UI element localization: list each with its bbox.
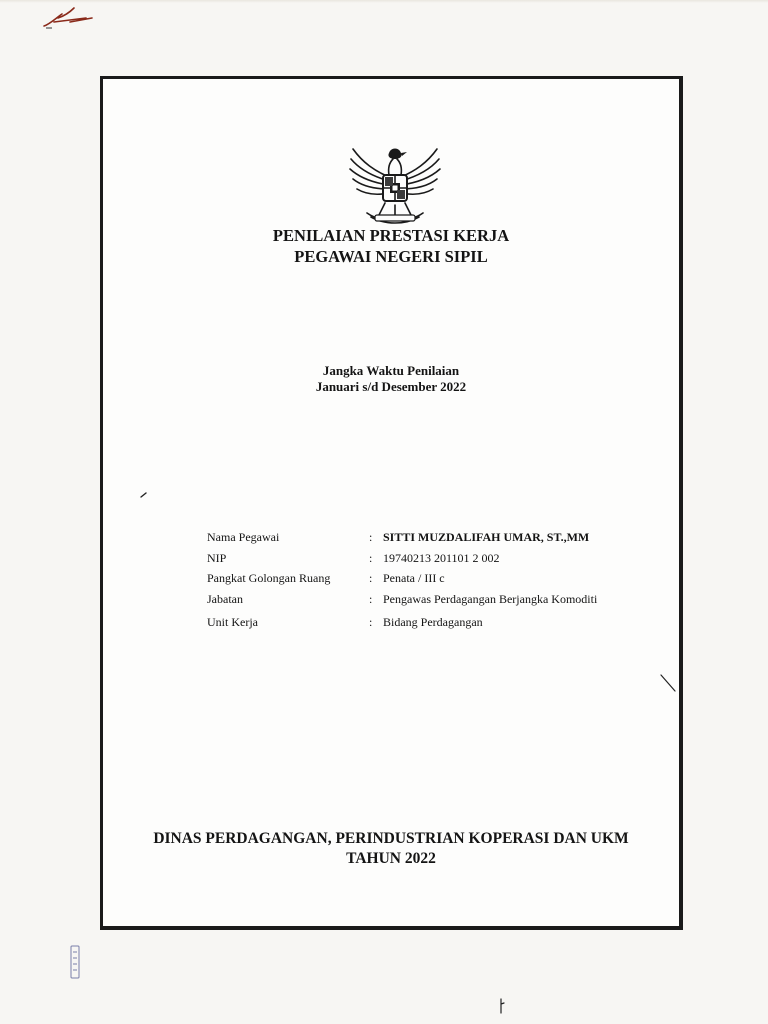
- info-label: Pangkat Golongan Ruang: [207, 571, 331, 585]
- document-frame: [100, 76, 683, 930]
- info-separator: :: [369, 571, 373, 585]
- handwritten-scribble-icon: [40, 4, 98, 34]
- title-line-1: PENILAIAN PRESTASI KERJA: [272, 226, 510, 245]
- stray-mark-icon: [139, 491, 149, 499]
- agency-name: DINAS PERDAGANGAN, PERINDUSTRIAN KOPERASI DAN UKM: [153, 830, 629, 847]
- info-separator: :: [369, 530, 373, 544]
- info-label: Jabatan: [207, 591, 243, 606]
- info-row-pangkat: [207, 571, 647, 592]
- info-value: Penata / III c: [383, 571, 445, 585]
- stray-line-icon: [659, 673, 679, 695]
- info-row-nama: [207, 530, 647, 551]
- side-stamp-icon: [68, 944, 82, 980]
- info-label: NIP: [207, 550, 227, 565]
- info-separator: :: [369, 591, 373, 606]
- period-label: Jangka Waktu Penilaian: [322, 363, 460, 378]
- info-label: Nama Pegawai: [207, 530, 280, 544]
- assessment-period: [103, 363, 679, 395]
- info-row-unit-kerja: [207, 615, 647, 636]
- info-separator: :: [369, 615, 373, 629]
- info-separator: :: [369, 550, 373, 565]
- bottom-tick-icon: [496, 998, 506, 1014]
- info-label: Unit Kerja: [207, 615, 258, 629]
- period-value: Januari s/d Desember 2022: [315, 379, 467, 394]
- info-value: Bidang Perdagangan: [383, 615, 483, 629]
- info-row-jabatan: [207, 592, 647, 613]
- agency-footer: [103, 829, 679, 869]
- document-year: TAHUN 2022: [346, 850, 436, 867]
- document-title: [103, 225, 679, 267]
- info-value: Pengawas Perdagangan Berjangka Komoditi: [383, 591, 598, 606]
- garuda-pancasila-emblem-icon: [345, 141, 445, 227]
- info-row-nip: [207, 551, 647, 572]
- info-value: SITTI MUZDALIFAH UMAR, ST.,MM: [383, 530, 590, 544]
- info-value: 19740213 201101 2 002: [383, 550, 500, 565]
- title-line-2: PEGAWAI NEGERI SIPIL: [294, 247, 488, 266]
- scan-edge: [0, 0, 768, 3]
- employee-info: [207, 530, 647, 636]
